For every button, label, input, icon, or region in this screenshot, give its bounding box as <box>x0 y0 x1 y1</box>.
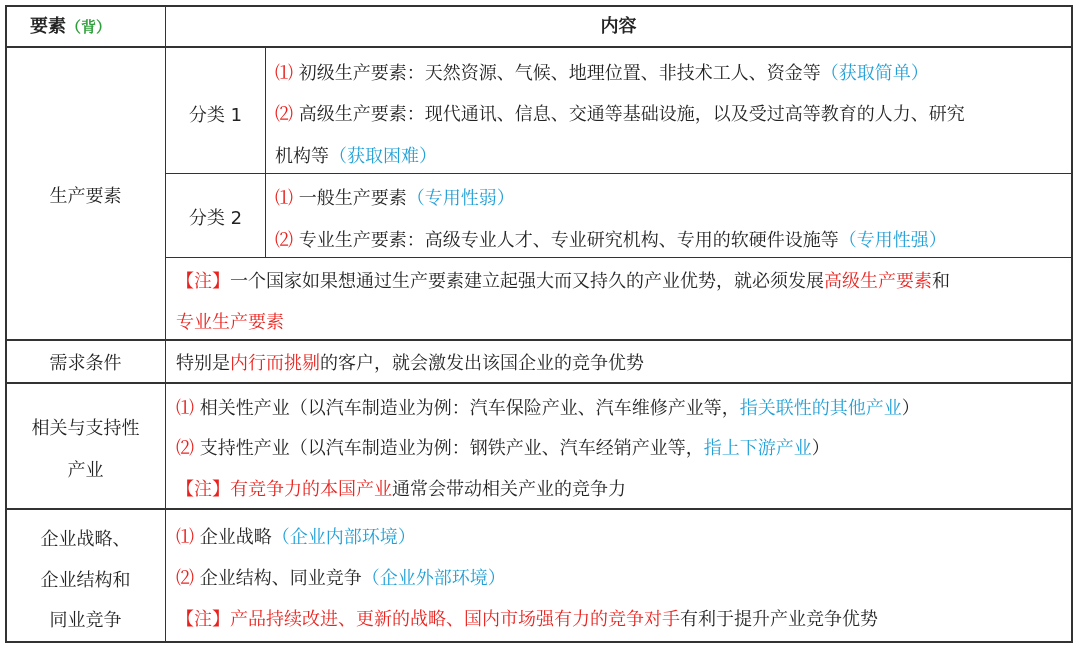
subrow-divider-note <box>166 257 1072 258</box>
header-factor-note: 背 <box>81 18 97 36</box>
class1-label: 分类 1 <box>188 105 243 126</box>
strategy-item1-text: 企业战略 <box>194 527 272 548</box>
strategy-note <box>176 608 878 632</box>
header-content: 内容 <box>600 16 637 37</box>
header-divider <box>5 46 1073 48</box>
class2-item1-text: 一般生产要素 <box>293 188 407 209</box>
row-label-strategy-3: 同业竞争 <box>49 610 122 631</box>
strategy-item2-text: 企业结构、同业竞争 <box>194 568 362 589</box>
row-divider-factors <box>5 339 1073 341</box>
class1-item2 <box>275 103 965 127</box>
strategy-item2-num: ⑵ <box>176 568 194 589</box>
factors-note-cont <box>176 311 284 335</box>
factors-note-hl2: 专业生产要素 <box>176 312 284 333</box>
row-label-demand: 需求条件 <box>49 353 122 374</box>
class1-item1-text: 初级生产要素：天然资源、气候、地理位置、非技术工人、资金等 <box>293 63 821 84</box>
row-label-related-2: 产业 <box>67 460 104 481</box>
header-factor <box>30 15 111 39</box>
related-note <box>176 478 626 502</box>
related-note-text: 通常会带动相关产业的竞争力 <box>392 479 626 500</box>
class1-item1 <box>275 62 929 86</box>
subrow-divider-class <box>166 173 1072 174</box>
factors-note-hl1: 高级生产要素 <box>824 271 932 292</box>
strategy-note-tag: 【注】 <box>176 609 230 630</box>
class2-item2-note: （专用性强） <box>838 230 947 251</box>
class2-item1-num: ⑴ <box>275 188 293 209</box>
row-label-strategy-2: 企业结构和 <box>40 570 131 591</box>
related-item1-note: 指关联性的其他产业 <box>739 398 902 419</box>
strategy-item2-note: （企业外部环境） <box>361 568 506 589</box>
class1-item2-num: ⑵ <box>275 104 293 125</box>
class2-item1-note: （专用性弱） <box>406 188 515 209</box>
class1-item1-num: ⑴ <box>275 63 293 84</box>
factors-note-tag: 【注】 <box>176 271 230 292</box>
strategy-item1-num: ⑴ <box>176 527 194 548</box>
strategy-item2 <box>176 567 506 591</box>
strategy-note-hl: 产品持续改进、更新的战略、国内市场强有力的竞争对手 <box>230 609 680 630</box>
demand-text2: 的客户，就会激发出该国企业的竞争优势 <box>320 353 644 374</box>
strategy-item1-note: （企业内部环境） <box>271 527 416 548</box>
related-item2-close: ） <box>811 438 830 459</box>
related-item2-text: 支持性产业（以汽车制造业为例：钢铁产业、汽车经销产业等， <box>194 438 704 459</box>
col-divider <box>165 5 166 643</box>
related-note-hl: 有竞争力的本国产业 <box>230 479 392 500</box>
factors-note <box>176 270 950 294</box>
related-item1-close: ） <box>901 398 920 419</box>
row-divider-related <box>5 508 1073 510</box>
demand-hl: 内行而挑剔 <box>230 353 320 374</box>
related-item2 <box>176 437 830 461</box>
strategy-item1 <box>176 526 416 550</box>
class2-item1 <box>275 187 515 211</box>
factors-note-text2: 和 <box>932 271 950 292</box>
row-label-factors: 生产要素 <box>49 186 122 207</box>
subcol-divider <box>265 47 266 257</box>
related-item1 <box>176 397 920 421</box>
related-item2-num: ⑵ <box>176 438 194 459</box>
table-border-right <box>1071 5 1073 643</box>
related-note-tag: 【注】 <box>176 479 230 500</box>
header-factor-label: 要素 <box>30 16 66 37</box>
class2-item2-text: 专业生产要素：高级专业人才、专业研究机构、专用的软硬件设施等 <box>293 230 839 251</box>
related-item1-num: ⑴ <box>176 398 194 419</box>
class1-item1-note: （获取简单） <box>820 63 929 84</box>
class1-item2-cont <box>275 145 437 169</box>
related-item2-note: 指上下游产业 <box>703 438 812 459</box>
related-item1-text: 相关性产业（以汽车制造业为例：汽车保险产业、汽车维修产业等， <box>194 398 740 419</box>
header-factor-paren-open: （ <box>66 18 82 36</box>
demand-text <box>176 352 644 376</box>
row-divider-demand <box>5 382 1073 384</box>
row-label-strategy-1: 企业战略、 <box>40 529 131 550</box>
class1-item2-text2: 机构等 <box>275 146 329 167</box>
class1-item2-note: （获取困难） <box>329 146 437 167</box>
class2-item2-num: ⑵ <box>275 230 293 251</box>
class2-label: 分类 2 <box>188 208 243 229</box>
class2-item2 <box>275 229 947 253</box>
factors-note-text1: 一个国家如果想通过生产要素建立起强大而又持久的产业优势，就必须发展 <box>230 271 824 292</box>
row-label-related-1: 相关与支持性 <box>31 418 140 439</box>
demand-text1: 特别是 <box>176 353 230 374</box>
header-factor-paren-close: ） <box>96 18 112 36</box>
class1-item2-text: 高级生产要素：现代通讯、信息、交通等基础设施，以及受过高等教育的人力、研究 <box>293 104 965 125</box>
strategy-note-text: 有利于提升产业竞争优势 <box>680 609 878 630</box>
